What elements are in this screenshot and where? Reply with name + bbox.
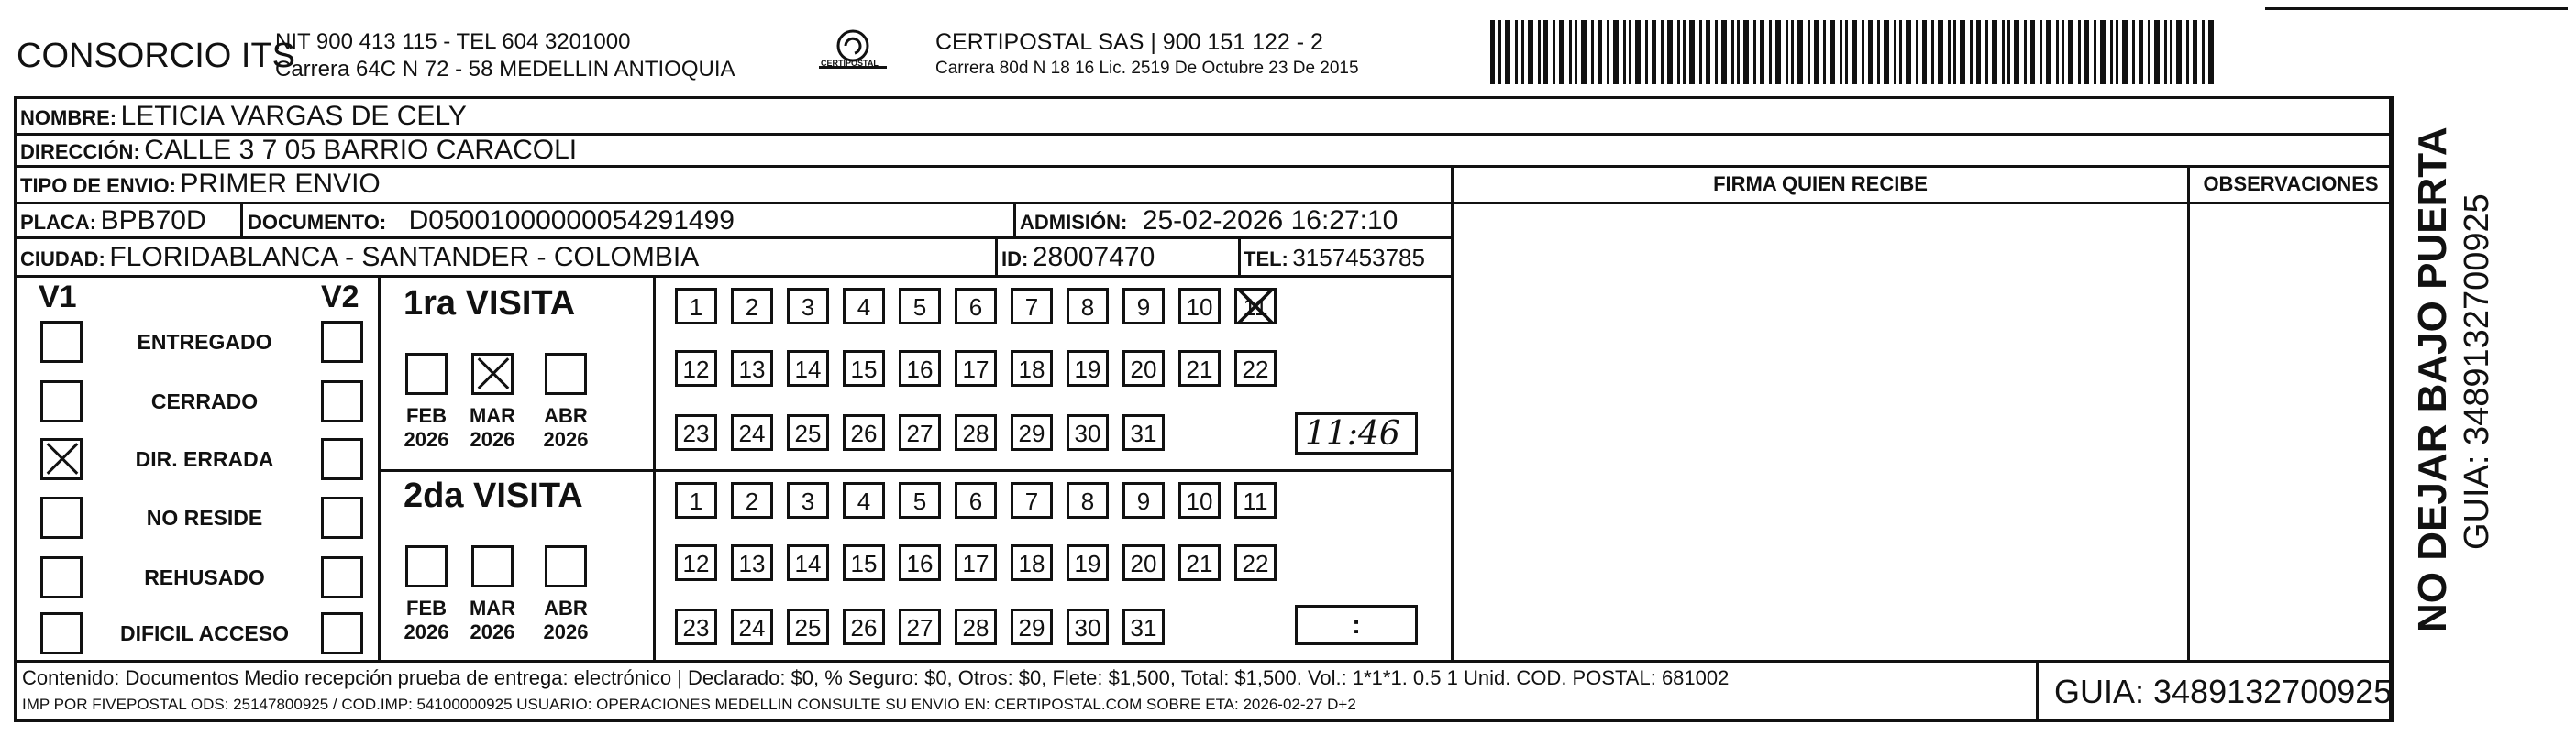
visit2-day-box[interactable]: 7	[1011, 482, 1053, 519]
admision-value: 25-02-2026 16:27:10	[1142, 205, 1399, 236]
v1-checkbox[interactable]	[40, 321, 83, 363]
id-label: ID:	[1001, 247, 1029, 270]
visit2-month-checkbox[interactable]	[471, 545, 514, 587]
visit1-month-label: FEB	[406, 404, 447, 427]
col-line	[653, 275, 656, 660]
col-line	[2187, 165, 2190, 663]
v1-label: V1	[39, 280, 77, 314]
visit2-day-box[interactable]: 24	[731, 609, 773, 645]
visit1-day-box[interactable]: 12	[675, 350, 717, 387]
visit2-month-label: MAR	[469, 597, 516, 620]
footer-guia: GUIA: 3489132700925	[2054, 673, 2393, 710]
visit1-month-label: MAR	[469, 404, 516, 427]
side-guia: GUIA: 3489132700925	[2458, 193, 2496, 550]
visit1-year-label: 2026	[470, 428, 515, 451]
visit1-month-label: ABR	[544, 404, 588, 427]
v2-checkbox[interactable]	[321, 497, 363, 539]
firma-header: FIRMA QUIEN RECIBE	[1713, 172, 1928, 195]
col-line	[378, 275, 381, 660]
id-value: 28007470	[1032, 242, 1155, 272]
visit1-day-box[interactable]: 9	[1122, 288, 1165, 324]
admision-label: ADMISIÓN:	[1020, 211, 1128, 234]
visit1-day-box[interactable]: 6	[955, 288, 997, 324]
visit1-day-box[interactable]: 18	[1011, 350, 1053, 387]
side-notice: NO DEJAR BAJO PUERTA	[2410, 126, 2455, 632]
visit2-day-box[interactable]: 23	[675, 609, 717, 645]
visit1-day-box[interactable]: 11	[1234, 288, 1277, 324]
visit1-title: 1ra VISITA	[404, 284, 576, 323]
visit2-day-box[interactable]: 16	[899, 544, 941, 581]
visit2-day-box[interactable]: 1	[675, 482, 717, 519]
row-line	[14, 275, 1454, 278]
visit1-day-box[interactable]: 13	[731, 350, 773, 387]
carrier-name: CERTIPOSTAL SAS | 900 151 122 - 2	[935, 29, 1323, 55]
visit1-year-label: 2026	[543, 428, 589, 451]
row-line	[378, 469, 1454, 472]
visit2-day-box[interactable]: 19	[1067, 544, 1109, 581]
nombre-label: NOMBRE:	[20, 106, 117, 129]
visit1-day-box[interactable]: 31	[1122, 414, 1165, 451]
visit2-year-label: 2026	[404, 620, 449, 643]
col-line	[240, 202, 243, 238]
visit1-day-box[interactable]: 16	[899, 350, 941, 387]
visit1-day-box[interactable]: 4	[843, 288, 885, 324]
status-label: DIR. ERRADA	[135, 447, 274, 471]
documento-value: D05001000000054291499	[408, 205, 735, 236]
visit1-day-box[interactable]: 15	[843, 350, 885, 387]
visit1-day-box[interactable]: 21	[1178, 350, 1221, 387]
status-label: DIFICIL ACCESO	[119, 621, 289, 645]
visit1-day-box[interactable]: 29	[1011, 414, 1053, 451]
visit1-time-handwritten: 11:46	[1305, 415, 1400, 453]
visit2-day-box[interactable]: 10	[1178, 482, 1221, 519]
company-name: CONSORCIO ITS	[17, 37, 296, 75]
visit2-day-box[interactable]: 28	[955, 609, 997, 645]
visit1-day-box[interactable]: 30	[1067, 414, 1109, 451]
col-line	[1013, 202, 1016, 238]
visit1-day-box[interactable]: 19	[1067, 350, 1109, 387]
visit1-day-box[interactable]: 10	[1178, 288, 1221, 324]
visit2-day-box[interactable]: 8	[1067, 482, 1109, 519]
visit1-day-box[interactable]: 24	[731, 414, 773, 451]
status-label: ENTREGADO	[137, 330, 272, 354]
logo-text: CERTIPOSTAL	[821, 59, 879, 68]
visit2-day-box[interactable]: 6	[955, 482, 997, 519]
visit1-time-box	[1295, 412, 1418, 455]
col-line	[1451, 165, 1454, 663]
v1-checkbox[interactable]	[40, 438, 83, 480]
v2-checkbox[interactable]	[321, 321, 363, 363]
nombre-value: LETICIA VARGAS DE CELY	[120, 101, 467, 131]
visit2-title: 2da VISITA	[404, 477, 583, 515]
v2-checkbox[interactable]	[321, 380, 363, 422]
visit2-month-label: ABR	[544, 597, 588, 620]
visit1-day-box[interactable]: 14	[787, 350, 829, 387]
visit1-day-box[interactable]: 23	[675, 414, 717, 451]
visit2-day-box[interactable]: 27	[899, 609, 941, 645]
company-nit: NIT 900 413 115 - TEL 604 3201000	[275, 29, 631, 54]
visit2-day-box[interactable]: 14	[787, 544, 829, 581]
visit1-day-box[interactable]: 8	[1067, 288, 1109, 324]
visit1-day-box[interactable]: 3	[787, 288, 829, 324]
visit1-day-box[interactable]: 1	[675, 288, 717, 324]
visit2-year-label: 2026	[543, 620, 589, 643]
visit2-day-box[interactable]: 20	[1122, 544, 1165, 581]
observaciones-header: OBSERVACIONES	[2203, 172, 2379, 195]
visit2-day-box[interactable]: 9	[1122, 482, 1165, 519]
visit2-day-box[interactable]: 3	[787, 482, 829, 519]
visit2-day-box[interactable]: 26	[843, 609, 885, 645]
visit2-day-box[interactable]: 2	[731, 482, 773, 519]
visit1-month-checkbox[interactable]	[471, 353, 514, 395]
placa-label: PLACA:	[20, 211, 97, 234]
visit2-day-box[interactable]: 25	[787, 609, 829, 645]
col-line	[1238, 236, 1241, 275]
visit2-month-checkbox[interactable]	[545, 545, 587, 587]
certipostal-logo	[812, 27, 894, 78]
visit2-time-placeholder: :	[1352, 610, 1361, 639]
visit2-month-label: FEB	[406, 597, 447, 620]
visit1-day-box[interactable]: 25	[787, 414, 829, 451]
visit1-day-box[interactable]: 17	[955, 350, 997, 387]
visit1-month-checkbox[interactable]	[405, 353, 448, 395]
carrier-address: Carrera 80d N 18 16 Lic. 2519 De Octubre 23 De 2015	[935, 59, 1359, 78]
visit2-day-box[interactable]: 12	[675, 544, 717, 581]
v2-checkbox[interactable]	[321, 556, 363, 598]
visit2-day-box[interactable]: 13	[731, 544, 773, 581]
status-label: REHUSADO	[144, 565, 265, 589]
v1-checkbox[interactable]	[40, 556, 83, 598]
visit2-day-box[interactable]: 30	[1067, 609, 1109, 645]
direccion-label: DIRECCIÓN:	[20, 140, 140, 163]
v1-checkbox[interactable]	[40, 380, 83, 422]
side-guia-wrap	[2458, 92, 2504, 550]
tel-label: TEL:	[1244, 247, 1288, 270]
visit2-day-box[interactable]: 29	[1011, 609, 1053, 645]
visit2-year-label: 2026	[470, 620, 515, 643]
visit2-day-box[interactable]: 31	[1122, 609, 1165, 645]
ciudad-value: FLORIDABLANCA - SANTANDER - COLOMBIA	[109, 242, 700, 272]
visit1-day-box[interactable]: 5	[899, 288, 941, 324]
direccion-value: CALLE 3 7 05 BARRIO CARACOLI	[144, 135, 578, 165]
visit1-day-box[interactable]: 26	[843, 414, 885, 451]
col-line	[2036, 660, 2039, 722]
visit2-time-box	[1295, 605, 1418, 645]
v2-label: V2	[321, 280, 359, 314]
visit2-day-box[interactable]: 17	[955, 544, 997, 581]
ciudad-label: CIUDAD:	[20, 247, 105, 270]
v1-checkbox[interactable]	[40, 612, 83, 654]
tipo-value: PRIMER ENVIO	[180, 169, 381, 199]
visit2-day-box[interactable]: 11	[1234, 482, 1277, 519]
v2-checkbox[interactable]	[321, 612, 363, 654]
visit2-day-box[interactable]: 5	[899, 482, 941, 519]
company-address: Carrera 64C N 72 - 58 MEDELLIN ANTIOQUIA	[275, 57, 735, 82]
col-line	[995, 236, 998, 275]
visit1-day-box[interactable]: 2	[731, 288, 773, 324]
visit2-month-checkbox[interactable]	[405, 545, 448, 587]
visit2-day-box[interactable]: 21	[1178, 544, 1221, 581]
visit1-day-box[interactable]: 22	[1234, 350, 1277, 387]
status-label: CERRADO	[150, 389, 259, 413]
tipo-label: TIPO DE ENVIO:	[20, 174, 176, 197]
visit1-year-label: 2026	[404, 428, 449, 451]
tel-value: 3157453785	[1292, 244, 1425, 271]
v2-checkbox[interactable]	[321, 438, 363, 480]
visit2-day-box[interactable]: 15	[843, 544, 885, 581]
visit2-day-box[interactable]: 22	[1234, 544, 1277, 581]
status-label: NO RESIDE	[146, 506, 263, 530]
placa-value: BPB70D	[100, 205, 206, 236]
visit1-day-box[interactable]: 28	[955, 414, 997, 451]
visit1-day-box[interactable]: 7	[1011, 288, 1053, 324]
visit1-month-checkbox[interactable]	[545, 353, 587, 395]
side-notice-wrap	[2410, 82, 2456, 632]
documento-label: DOCUMENTO:	[248, 211, 387, 234]
v1-checkbox[interactable]	[40, 497, 83, 539]
visit1-day-box[interactable]: 20	[1122, 350, 1165, 387]
visit2-day-box[interactable]: 4	[843, 482, 885, 519]
visit2-day-box[interactable]: 18	[1011, 544, 1053, 581]
col-line	[2392, 96, 2394, 722]
col-line	[1451, 202, 2392, 204]
barcode	[1490, 20, 2215, 84]
visit1-day-box[interactable]: 27	[899, 414, 941, 451]
footer-contenido: Contenido: Documentos Medio recepción prueba de entrega: electrónico | Declarado: $0, % Seguro: $0, Otros: $0, Flete: $1,500, Total: $1,500. Vol.: 1*1*1. 0.5 1 Unid. COD. POSTAL: 681002	[22, 666, 1730, 689]
footer-imp: IMP POR FIVEPOSTAL ODS: 25147800925 / COD.IMP: 54100000925 USUARIO: OPERACIONES MEDELLIN CONSULTE SU ENVIO EN: CERTIPOSTAL.COM SOBRE ETA: 2026-02-27 D+2	[22, 696, 1356, 713]
top-rule	[2265, 7, 2568, 10]
